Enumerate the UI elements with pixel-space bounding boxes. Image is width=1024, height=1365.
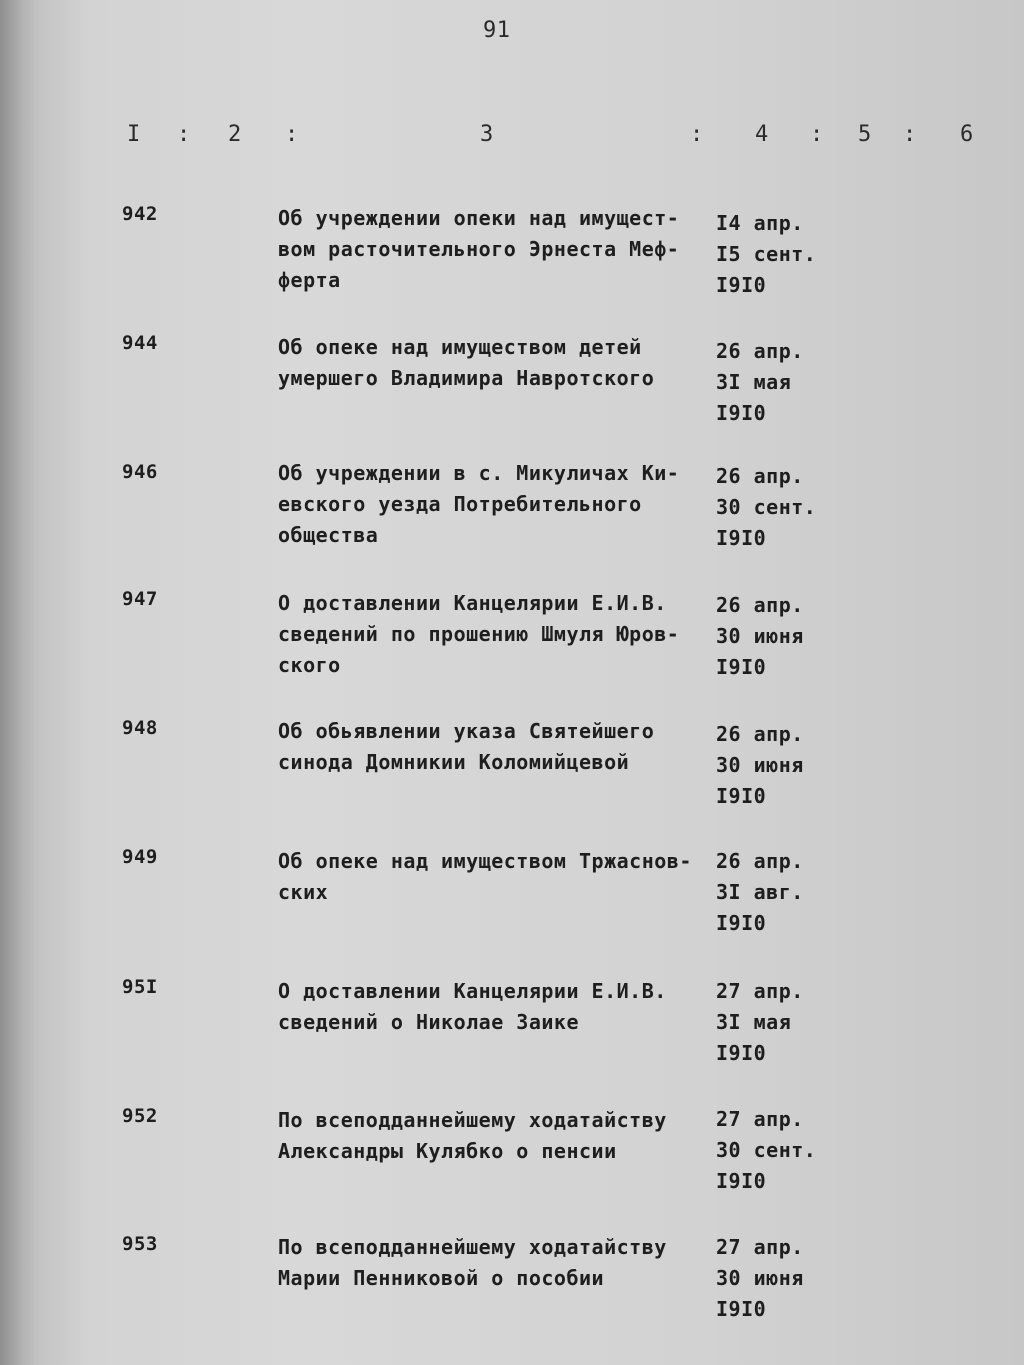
entry-number: 946 bbox=[122, 461, 158, 483]
entry-dates: 26 апр. 3I мая I9I0 bbox=[716, 339, 804, 425]
entry-number: 953 bbox=[122, 1233, 158, 1255]
entry-number: 947 bbox=[122, 588, 158, 610]
header-separator: : bbox=[690, 122, 704, 147]
entry-dates: 27 апр. 3I мая I9I0 bbox=[716, 979, 804, 1065]
entry-title: Об обьявлении указа Святейшего синода Домникии Коломийцевой bbox=[278, 719, 655, 774]
header-separator: : bbox=[285, 122, 299, 147]
entry-number: 952 bbox=[122, 1105, 158, 1127]
entry-title: По всеподданнейшему ходатайству Александры Кулябко о пенсии bbox=[278, 1108, 667, 1163]
entry-dates: 26 апр. 30 июня I9I0 bbox=[716, 593, 804, 679]
header-separator: : bbox=[903, 122, 917, 147]
header-col-5: 5 bbox=[858, 122, 872, 147]
entry-dates: 27 апр. 30 июня I9I0 bbox=[716, 1235, 804, 1321]
entry-title: Об опеке над имуществом Тржаснов- ских bbox=[278, 849, 692, 904]
page-number: 91 bbox=[483, 18, 511, 43]
entry-dates: 26 апр. 3I авг. I9I0 bbox=[716, 849, 804, 935]
entry-number: 948 bbox=[122, 717, 158, 739]
entry-number: 95I bbox=[122, 976, 158, 998]
header-col-2: 2 bbox=[228, 122, 242, 147]
entry-dates: 26 апр. 30 сент. I9I0 bbox=[716, 464, 817, 550]
binding-shadow bbox=[0, 0, 34, 1365]
entry-title: По всеподданнейшему ходатайству Марии Пенниковой о пособии bbox=[278, 1235, 667, 1290]
header-col-4: 4 bbox=[755, 122, 769, 147]
header-col-3: 3 bbox=[480, 122, 494, 147]
entry-title: Об опеке над имуществом детей умершего Владимира Навротского bbox=[278, 335, 655, 390]
header-col-1: I bbox=[127, 122, 141, 147]
entry-title: Об учреждении в с. Микуличах Ки- евского уезда Потребительного общества bbox=[278, 461, 680, 547]
header-separator: : bbox=[810, 122, 824, 147]
entry-dates: I4 апр. I5 сент. I9I0 bbox=[716, 211, 817, 297]
header-col-6: 6 bbox=[960, 122, 974, 147]
entry-title: О доставлении Канцелярии Е.И.В. сведений о Николае Заике bbox=[278, 979, 667, 1034]
entry-number: 949 bbox=[122, 846, 158, 868]
entry-title: Об учреждении опеки над имущест- вом расточительного Эрнеста Меф- ферта bbox=[278, 206, 680, 292]
entry-title: О доставлении Канцелярии Е.И.В. сведений по прошению Шмуля Юров- ского bbox=[278, 591, 680, 677]
header-separator: : bbox=[177, 122, 191, 147]
entry-dates: 27 апр. 30 сент. I9I0 bbox=[716, 1107, 817, 1193]
entry-number: 944 bbox=[122, 332, 158, 354]
entry-dates: 26 апр. 30 июня I9I0 bbox=[716, 722, 804, 808]
entry-number: 942 bbox=[122, 203, 158, 225]
